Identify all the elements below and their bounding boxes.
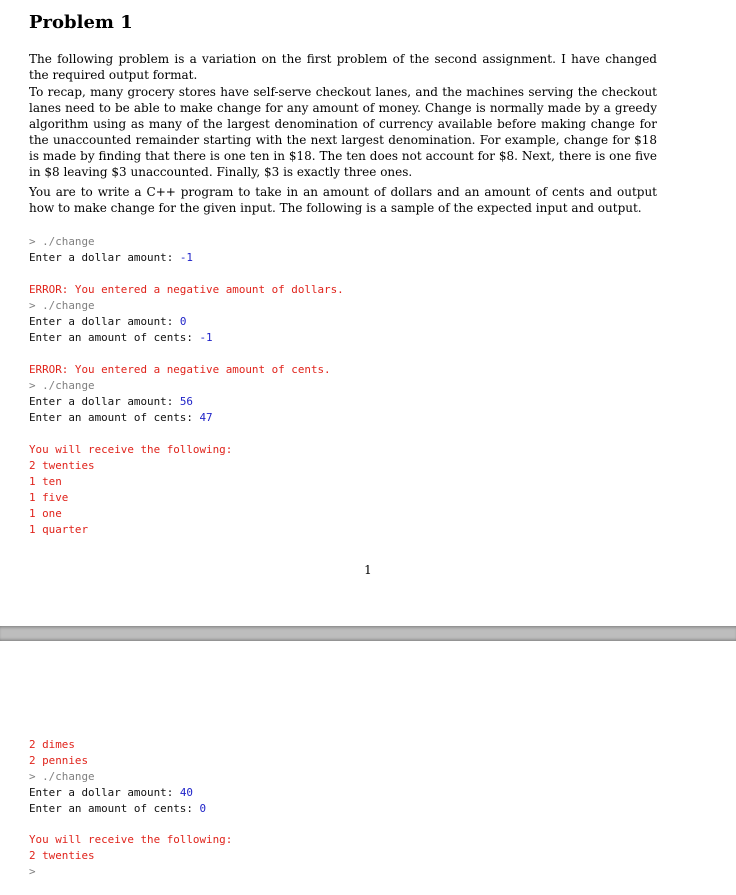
command-line: > ./change xyxy=(29,379,95,392)
intro-paragraph: The following problem is a variation on the first problem of the second assignment. I have changed the required output format. xyxy=(29,52,657,83)
result-line: 1 quarter xyxy=(29,523,89,536)
cents-input-value: -1 xyxy=(199,331,213,344)
dollar-prompt-label: Enter a dollar amount: xyxy=(29,786,180,799)
cents-prompt-line xyxy=(29,330,213,346)
cents-prompt-line xyxy=(29,410,213,426)
recap-paragraph: To recap, many grocery stores have self-serve checkout lanes, and the machines serving the checkout lanes need to be able to make change for any amount of money. Change is normally made by a greedy algorithm using as many of the largest denomination of currency available before making change for the unaccounted remainder starting with the next largest denomination. For example, change for $18 is made by finding that there is one ten in $18. The ten does not account for $8. Next, there is one five in $8 leaving $3 unaccounted. Finally, $3 is exactly three ones. xyxy=(29,85,657,180)
result-line: 2 twenties xyxy=(29,849,95,862)
command-line: > ./change xyxy=(29,299,95,312)
dollar-input-value: 56 xyxy=(179,395,193,408)
error-message: ERROR: You entered a negative amount of cents. xyxy=(29,363,331,376)
problem-heading: Problem 1 xyxy=(29,12,133,33)
result-line: 2 twenties xyxy=(29,459,95,472)
page-number: 1 xyxy=(364,563,372,577)
result-line: 1 five xyxy=(29,491,69,504)
document-page-2 xyxy=(0,641,736,895)
dollar-prompt-line xyxy=(29,250,193,266)
cents-prompt-line xyxy=(29,801,206,817)
dollar-prompt-line xyxy=(29,394,193,410)
error-message: ERROR: You entered a negative amount of dollars. xyxy=(29,283,344,296)
result-line: 2 pennies xyxy=(29,754,89,767)
result-line: 1 one xyxy=(29,507,62,520)
command-line: > ./change xyxy=(29,235,95,248)
dollar-prompt-label: Enter a dollar amount: xyxy=(29,251,180,264)
dollar-prompt-label: Enter a dollar amount: xyxy=(29,395,180,408)
cents-prompt-label: Enter an amount of cents: xyxy=(29,802,200,815)
task-paragraph: You are to write a C++ program to take in an amount of dollars and an amount of cents and output how to make change for the given input. The following is a sample of the expected input and output. xyxy=(29,185,657,216)
cents-input-value: 47 xyxy=(199,411,213,424)
result-line: 2 dimes xyxy=(29,738,75,751)
cents-input-value: 0 xyxy=(199,802,207,815)
result-header: You will receive the following: xyxy=(29,833,233,846)
result-line: 1 ten xyxy=(29,475,62,488)
dollar-prompt-line xyxy=(29,785,193,801)
shell-prompt: > xyxy=(29,865,36,878)
dollar-input-value: 0 xyxy=(179,315,187,328)
page-separator xyxy=(0,626,736,641)
cents-prompt-label: Enter an amount of cents: xyxy=(29,411,200,424)
command-line: > ./change xyxy=(29,770,95,783)
cents-prompt-label: Enter an amount of cents: xyxy=(29,331,200,344)
dollar-prompt-label: Enter a dollar amount: xyxy=(29,315,180,328)
dollar-input-value: -1 xyxy=(179,251,193,264)
result-header: You will receive the following: xyxy=(29,443,233,456)
dollar-prompt-line xyxy=(29,314,186,330)
dollar-input-value: 40 xyxy=(179,786,193,799)
